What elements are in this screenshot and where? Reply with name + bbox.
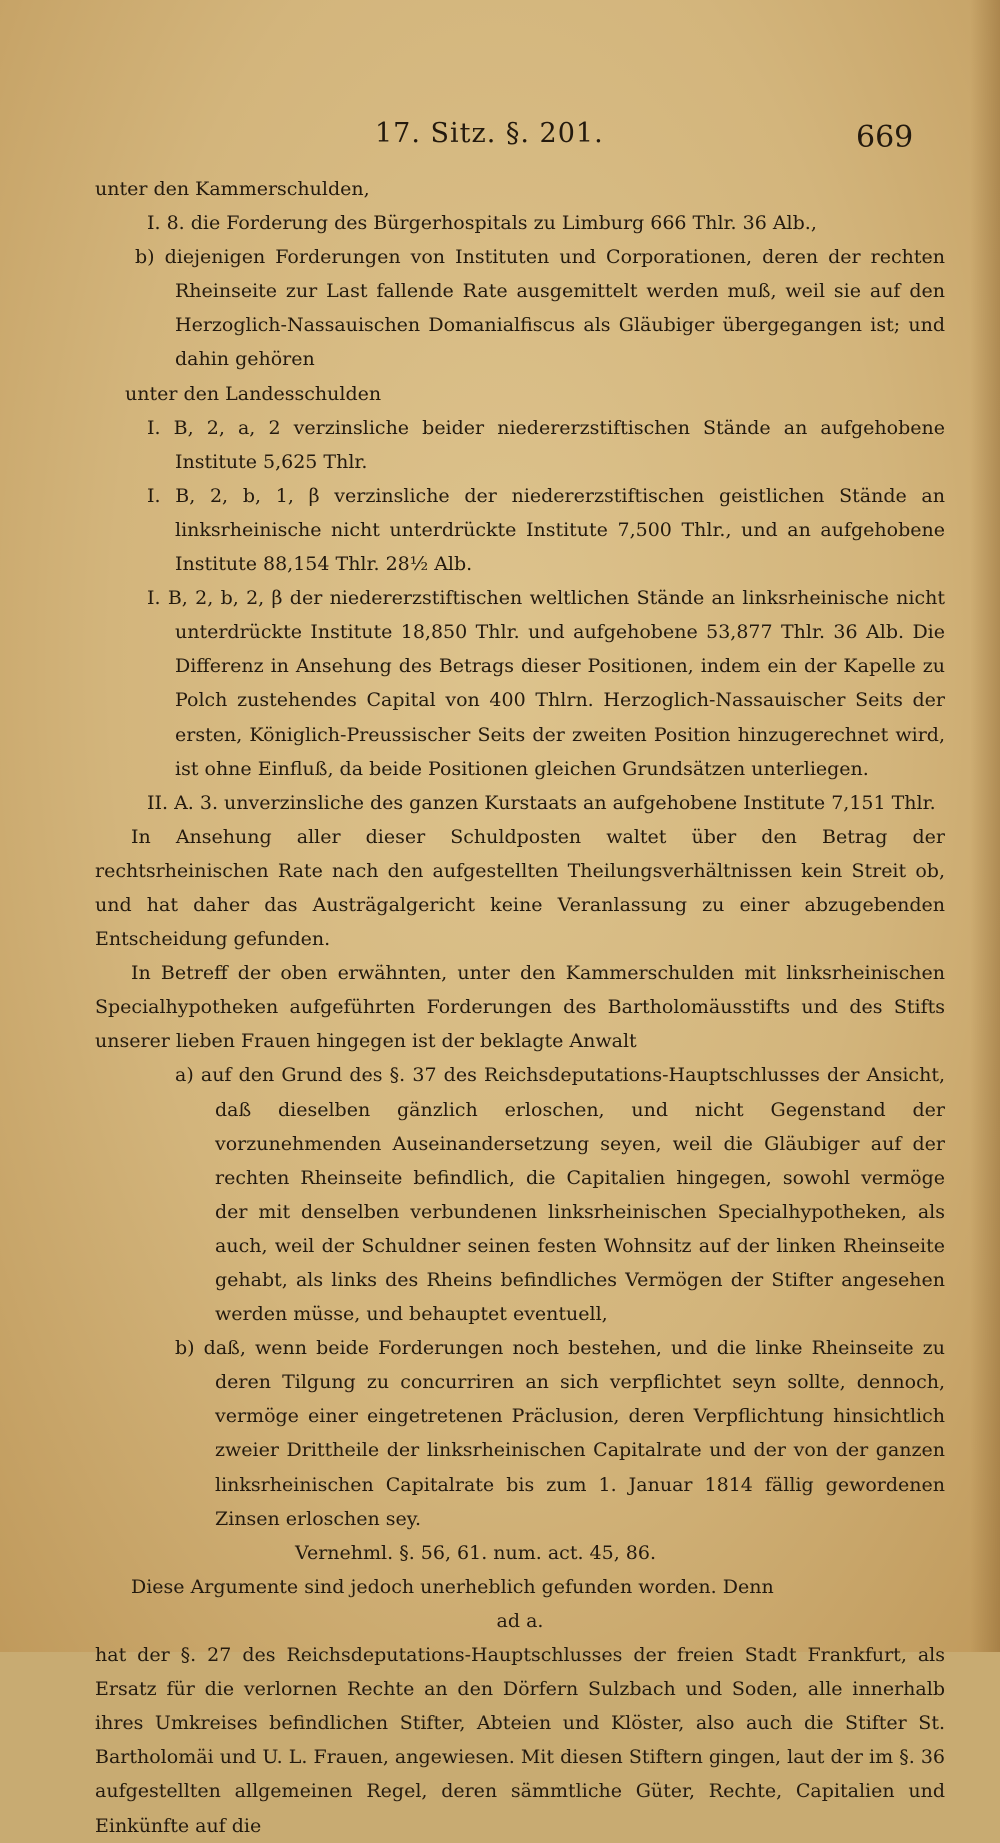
section-marker: ad a. [496, 1609, 544, 1632]
text-line: unter den Kammerschulden, [95, 178, 370, 200]
subheading: unter den Landesschulden [125, 382, 382, 405]
list-item: a) auf den Grund des §. 37 des Reichsdeputations-Hauptschlusses der Ansicht, daß dieselben gänzlich erloschen, und nicht Gegenstand der vorzunehmenden Auseinandersetzung seyen, weil die Gläubiger auf der rechten Rheinseite befindlich, die Capitalien hingegen, sowohl vermöge der mit denselben verbundenen linksrheinischen Specialhypotheken, als auch, weil der Schuldner seinen festen Wohnsitz auf der linken Rheinseite gehabt, als links des Rheins befindliches Vermögen der Stifter angesehen werden müsse, und behauptet eventuell, [175, 1064, 945, 1326]
list-item: II. A. 3. unverzinsliche des ganzen Kurstaats an aufgehobene Institute 7,151 Thlr. [147, 791, 936, 814]
list-item: b) daß, wenn beide Forderungen noch bestehen, und die linke Rheinseite zu deren Tilgung zu concurriren an sich verpflichtet seyn sollte, dennoch, vermöge einer eingetretenen Präclusion, deren Verpflichtung hinsichtlich zweier Drittheile der linksrheinischen Capitalrate und der von der ganzen linksrheinischen Capitalrate bis zum 1. Januar 1814 fällig gewordenen Zinsen erloschen sey. [175, 1337, 945, 1530]
list-item: I. B, 2, b, 2, β der niedererzstiftischen weltlichen Stände an linksrheinische nicht unterdrückte Institute 18,850 Thlr. und aufgehobene 53,877 Thlr. 36 Alb. Die Differenz in Ansehung des Betrags dieser Positionen, indem ein der Kapelle zu Polch zustehendes Capital von 400 Thlrn. Herzoglich-Nassauischer Seits der ersten, Königlich-Preussischer Seits der zweiten Position hinzugerechnet wird, ist ohne Einfluß, da beide Positionen gleichen Grundsätzen unterliegen. [147, 587, 945, 780]
body-text [95, 172, 945, 1843]
page-header [0, 118, 1000, 158]
list-item: b) diejenigen Forderungen von Instituten und Corporationen, deren der rechten Rheinseite zur Last fallende Rate ausgemittelt werden muß, weil sie auf den Herzoglich-Nassauischen Domanialfiscus als Gläubiger übergegangen ist; und dahin gehören [135, 246, 945, 371]
page-edge-shadow [970, 0, 1000, 1652]
paragraph: hat der §. 27 des Reichsdeputations-Hauptschlusses der freien Stadt Frankfurt, als Ersatz für die verlornen Rechte an den Dörfern Sulzbach und Soden, alle innerhalb ihres Umkreises befindlichen Stifter, Abteien und Klöster, also auch die Stifter St. Bartholomäi und U. L. Frauen, angewiesen. Mit diesen Stiftern gingen, laut der im §. 36 aufgestellten allgemeinen Regel, deren sämmtliche Güter, Rechte, Capitalien und Einkünfte auf die [95, 1644, 945, 1837]
paragraph: In Ansehung aller dieser Schuldposten waltet über den Betrag der rechtsrheinischen Rate nach den aufgestellten Theilungsverhältnissen kein Streit ob, und hat daher das Austrägalgericht keine Veranlassung zu einer abzugebenden Entscheidung gefunden. [95, 825, 945, 951]
running-head: 17. Sitz. §. 201. [375, 118, 604, 149]
list-item: I. B, 2, a, 2 verzinsliche beider niedererzstiftischen Stände an aufgehobene Institute 5,625 Thlr. [147, 416, 945, 473]
paragraph: In Betreff der oben erwähnten, unter den Kammerschulden mit linksrheinischen Specialhypotheken aufgeführten Forderungen des Bartholomäusstifts und des Stifts unserer lieben Frauen hingegen ist der beklagte Anwalt [95, 962, 945, 1053]
list-item: I. 8. die Forderung des Bürgerhospitals zu Limburg 666 Thlr. 36 Alb., [147, 212, 817, 235]
paragraph: Diese Argumente sind jedoch unerheblich gefunden worden. Denn [131, 1575, 774, 1598]
reference-line: Vernehml. §. 56, 61. num. act. 45, 86. [295, 1541, 657, 1564]
page-number: 669 [856, 120, 914, 155]
list-item: I. B, 2, b, 1, β verzinsliche der niedererzstiftischen geistlichen Stände an linksrheinische nicht unterdrückte Institute 7,500 Thlr., und an aufgehobene Institute 88,154 Thlr. 28½ Alb. [147, 484, 945, 576]
